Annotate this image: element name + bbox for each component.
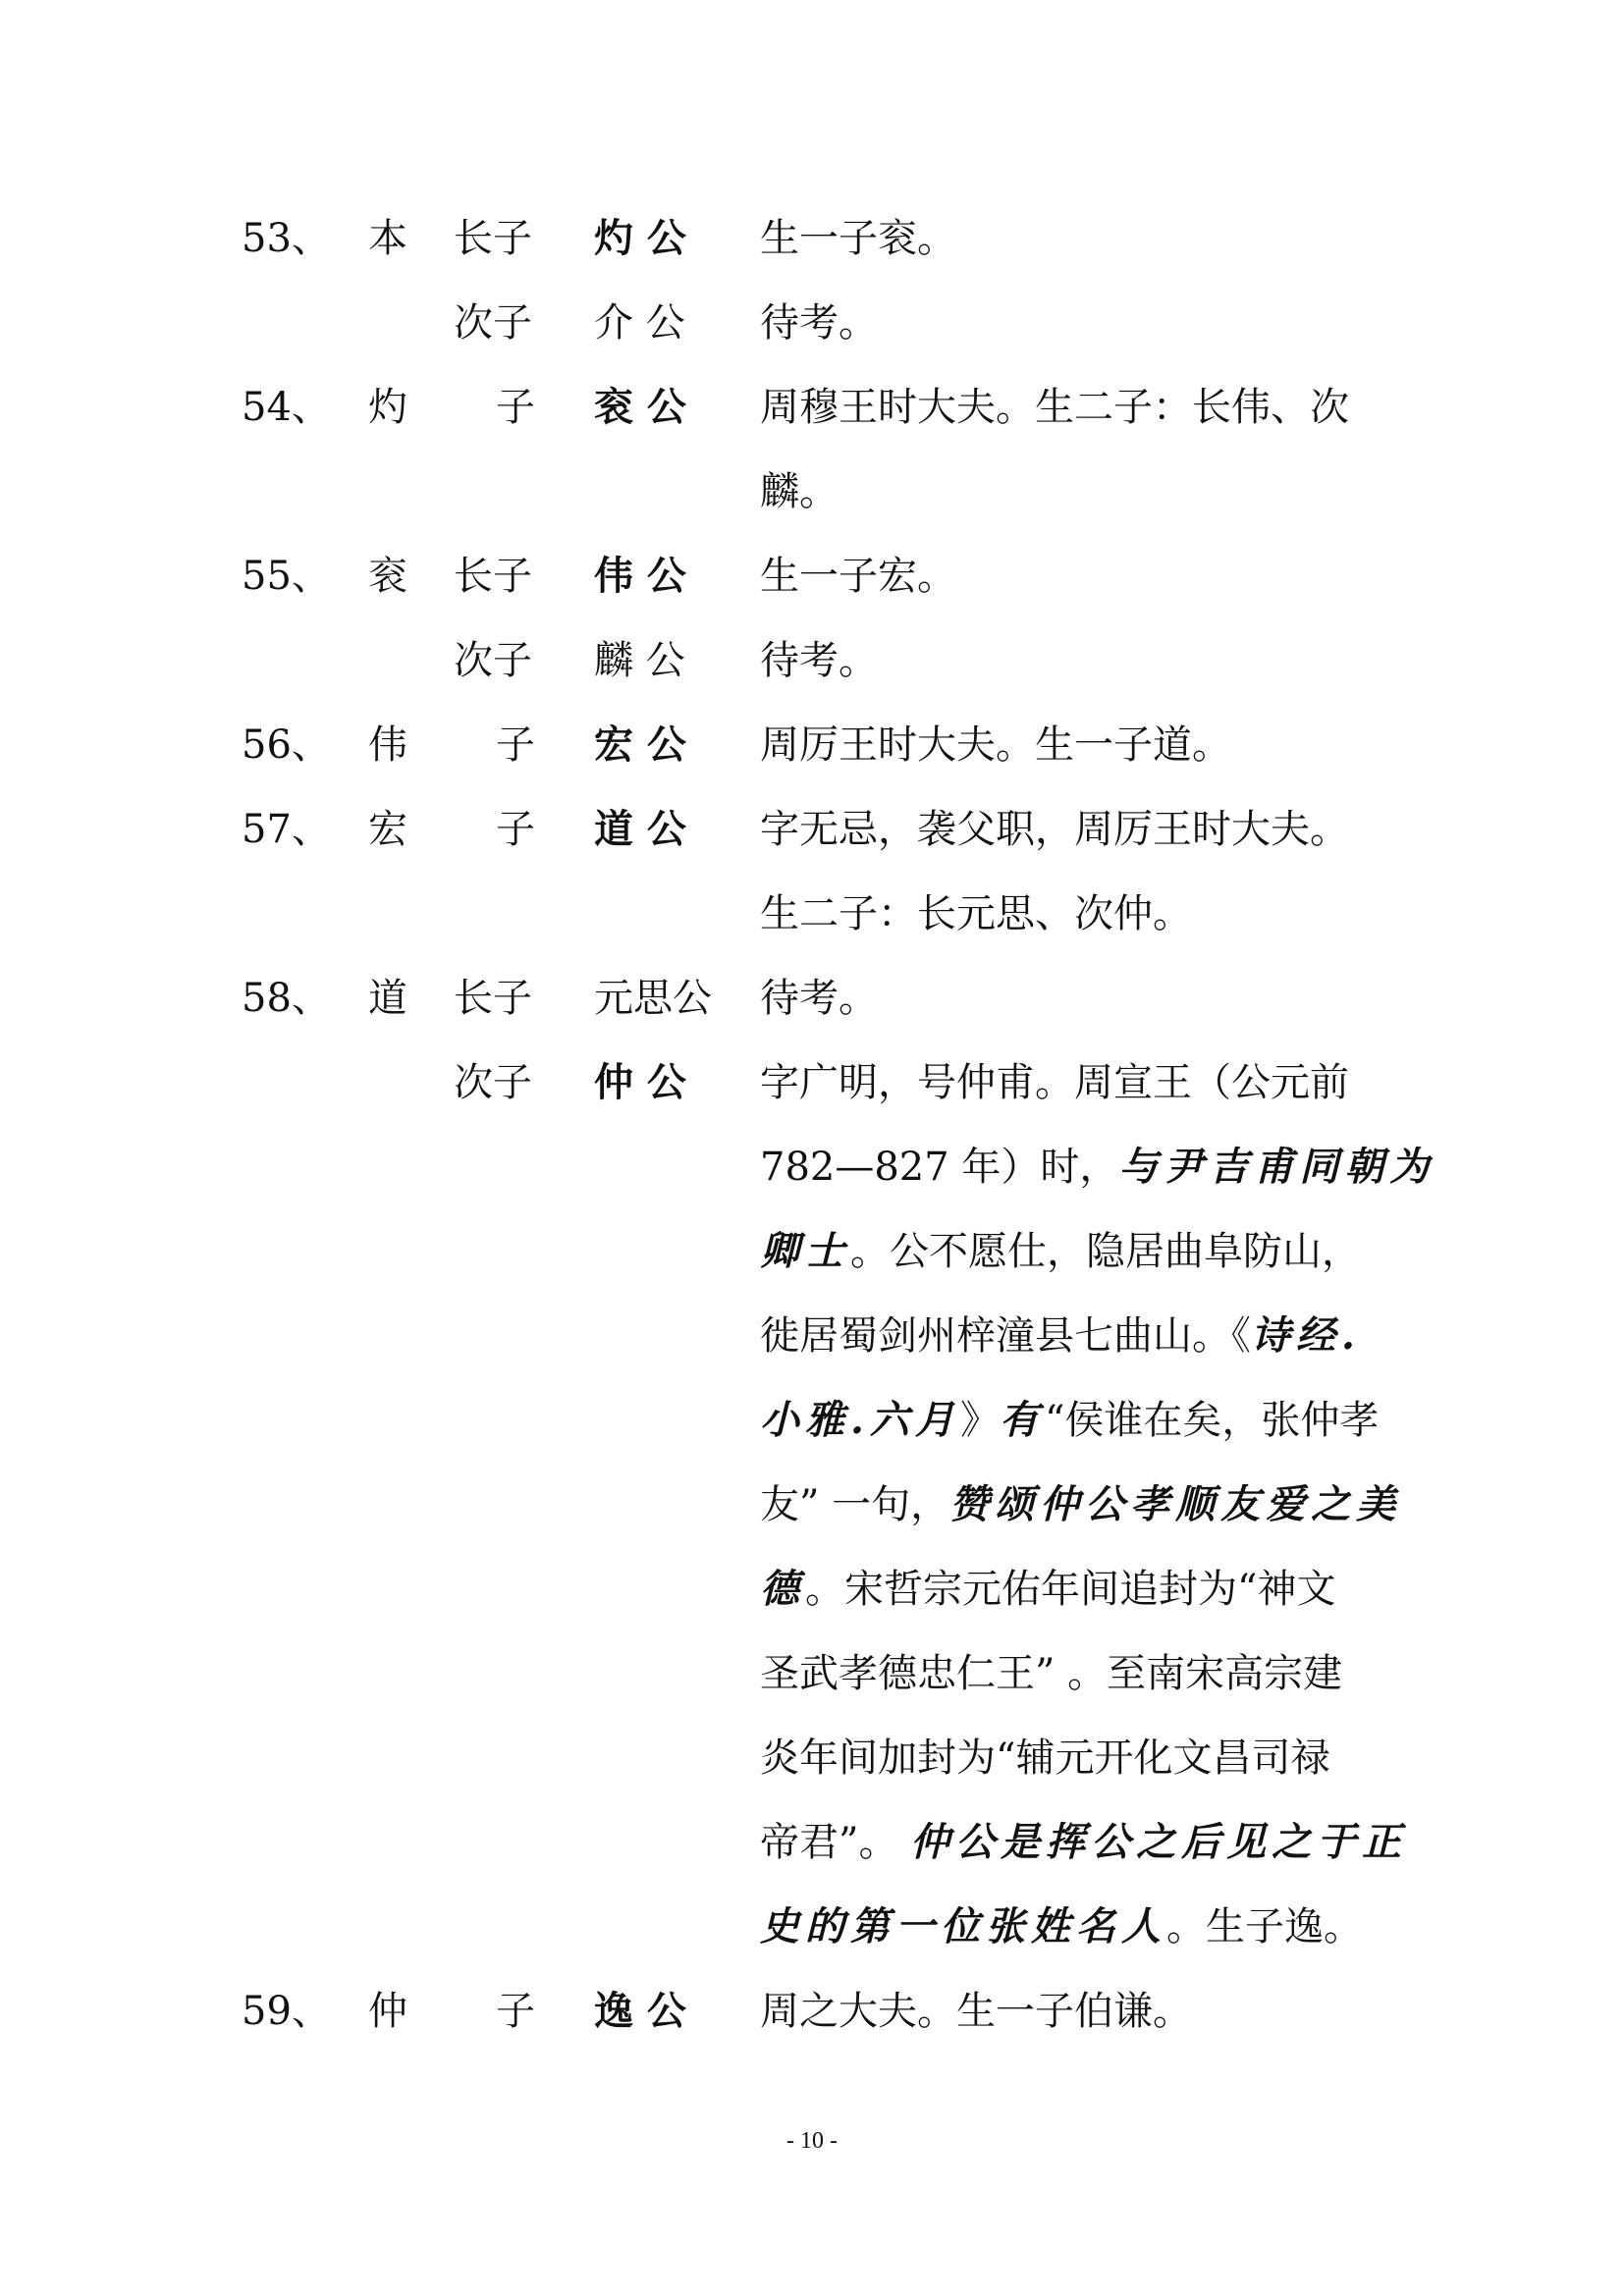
description xyxy=(760,618,1388,703)
generation-number: 54、 xyxy=(242,385,331,430)
description-line: 周之大夫。生一子伯谦。 xyxy=(760,1989,1192,2034)
parent-name: 伟 xyxy=(368,722,407,768)
text-span: “侯谁在矣，张仲孝 xyxy=(1044,1398,1380,1443)
text-span: 。公不愿仕，隐居曲阜防山， xyxy=(850,1229,1361,1274)
description xyxy=(760,534,1388,618)
relation: 次子 xyxy=(454,1060,532,1105)
entry-row xyxy=(0,618,1624,703)
description-line: 待考。 xyxy=(760,976,878,1021)
person-name: 灼 公 xyxy=(594,215,686,261)
description-line: 周穆王时大夫。生二子：长伟、次 xyxy=(760,385,1349,430)
relation: 子 xyxy=(496,722,535,768)
parent-name: 仲 xyxy=(368,1989,407,2034)
entry-row xyxy=(0,1969,1624,2054)
entry-row xyxy=(0,787,1624,936)
description-line xyxy=(760,1378,1388,1463)
calligraphy-text: 史的第一位张姓名人 xyxy=(760,1903,1166,1949)
person-name: 衮 公 xyxy=(594,384,686,430)
parent-name: 道 xyxy=(368,976,407,1021)
entry-row xyxy=(0,956,1624,1041)
text-span: 帝君”。 xyxy=(760,1820,911,1865)
entry-row xyxy=(0,1041,1624,1949)
page-number: - 10 - xyxy=(786,2128,838,2154)
person-name: 麟 公 xyxy=(594,638,685,683)
description-line xyxy=(760,1125,1435,1209)
description-line: 待考。 xyxy=(760,300,878,346)
text-span: 》 xyxy=(959,1398,1000,1443)
entry-row xyxy=(0,703,1624,787)
description-line: 周厉王时大夫。生一子道。 xyxy=(760,722,1231,768)
calligraphy-text: 诗经. xyxy=(1251,1312,1361,1359)
description xyxy=(760,1969,1388,2054)
description-line: 生一子衮。 xyxy=(760,216,956,261)
description xyxy=(760,703,1388,787)
calligraphy-text: 有 xyxy=(999,1397,1045,1443)
relation: 次子 xyxy=(454,638,532,683)
description-line: 生二子：长元思、次仲。 xyxy=(760,891,1192,936)
description-line xyxy=(760,1209,1388,1294)
calligraphy-text: 赞颂仲公孝顺友爱之美 xyxy=(949,1481,1402,1527)
entry-row xyxy=(0,281,1624,365)
parent-name: 宏 xyxy=(368,807,407,852)
person-name: 道 公 xyxy=(594,806,686,852)
relation: 长子 xyxy=(454,216,532,261)
description-line: 生一子宏。 xyxy=(760,554,956,599)
relation: 次子 xyxy=(454,300,532,346)
relation: 子 xyxy=(496,385,535,430)
text-span: 782—827 年）时， xyxy=(760,1145,1119,1190)
description-line: 字广明，号仲甫。周宣王（公元前 xyxy=(760,1060,1349,1105)
person-name: 仲 公 xyxy=(594,1059,686,1105)
text-span: 。宋哲宗元佑年间追封为“神文 xyxy=(805,1567,1336,1612)
entry-row xyxy=(0,534,1624,618)
description-line: 麟。 xyxy=(760,469,839,514)
description-line: 炎年间加封为“辅元开化文昌司禄 xyxy=(760,1735,1330,1781)
person-name: 伟 公 xyxy=(594,553,686,599)
description-line xyxy=(760,1463,1402,1547)
generation-number: 58、 xyxy=(242,976,331,1021)
description-line: 待考。 xyxy=(760,638,878,683)
entry-row xyxy=(0,196,1624,281)
description-line xyxy=(760,1547,1388,1631)
calligraphy-text: 与尹吉甫同朝为 xyxy=(1118,1144,1435,1190)
person-name: 逸 公 xyxy=(594,1988,686,2034)
text-span: 友” 一句， xyxy=(760,1482,950,1527)
parent-name: 本 xyxy=(368,216,407,261)
parent-name: 衮 xyxy=(368,554,407,599)
description-line: 圣武孝德忠仁王” 。至南宋高宗建 xyxy=(760,1651,1343,1696)
description-line xyxy=(760,1800,1408,1885)
description xyxy=(760,787,1388,956)
relation: 长子 xyxy=(454,554,532,599)
relation: 长子 xyxy=(454,976,532,1021)
description-zhong xyxy=(760,1041,1435,1969)
person-name: 元思公 xyxy=(594,976,712,1021)
generation-number: 55、 xyxy=(242,554,331,599)
person-name: 宏 公 xyxy=(594,721,686,768)
calligraphy-text: 德 xyxy=(760,1566,805,1612)
entry-row xyxy=(0,365,1624,514)
description-line: 字无忌，袭父职，周厉王时大夫。 xyxy=(760,807,1349,852)
description xyxy=(760,365,1388,534)
generation-number: 56、 xyxy=(242,722,331,768)
generation-number: 53、 xyxy=(242,216,331,261)
calligraphy-text: 小雅.六月 xyxy=(760,1397,960,1443)
person-name: 介 公 xyxy=(594,300,685,346)
text-span: 徙居蜀剑州梓潼县七曲山。《 xyxy=(760,1313,1251,1359)
relation: 子 xyxy=(496,1989,535,2034)
calligraphy-text: 卿士 xyxy=(760,1228,850,1274)
generation-number: 59、 xyxy=(242,1989,331,2034)
description xyxy=(760,196,1388,281)
generation-number: 57、 xyxy=(242,807,331,852)
parent-name: 灼 xyxy=(368,385,407,430)
text-span: 。生子逸。 xyxy=(1166,1904,1363,1949)
description-line xyxy=(760,1294,1388,1378)
description xyxy=(760,281,1388,365)
relation: 子 xyxy=(496,807,535,852)
description-line xyxy=(760,1885,1388,1969)
calligraphy-text: 仲公是挥公之后见之于正 xyxy=(910,1819,1408,1865)
description xyxy=(760,956,1388,1041)
